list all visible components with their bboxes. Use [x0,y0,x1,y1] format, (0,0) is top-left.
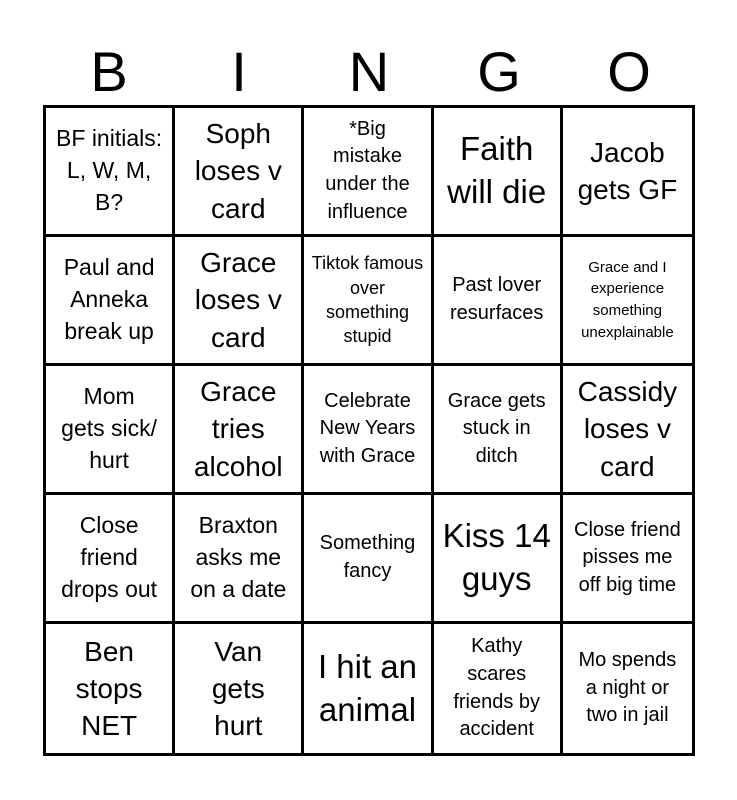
bingo-cell[interactable] [434,624,563,753]
bingo-board [43,105,695,756]
cell-text: Mo spends a night or two in jail [578,649,677,727]
cell-text: Close friend pisses me off big time [574,518,681,596]
cell-text: Van gets hurt [211,635,265,742]
bingo-cell[interactable] [304,237,433,366]
cell-text: Grace and I experience something unexplainable [581,258,674,341]
cell-text: Grace tries alcohol [193,376,283,482]
cell-text: *Big mistake under the influence [325,117,410,223]
bingo-cell[interactable] [434,108,563,237]
bingo-cell[interactable] [563,366,692,495]
bingo-cell[interactable] [563,237,692,366]
cell-text: Braxton asks me on a date [190,512,287,602]
cell-text: Kathy scares friends by accident [453,635,541,741]
cell-text: Jacob gets GF [577,136,678,205]
header-letter-n: N [348,40,390,103]
bingo-cell[interactable] [434,495,563,624]
bingo-cell[interactable] [304,624,433,753]
cell-text: Kiss 14 guys [442,517,551,597]
bingo-cell[interactable] [175,495,304,624]
bingo-cell[interactable] [563,108,692,237]
bingo-cell[interactable] [175,237,304,366]
cell-text: Grace loses v card [194,247,282,353]
cell-text: Cassidy loses v card [577,376,678,482]
cell-text: BF initials: L, W, M, B? [56,125,163,215]
cell-text: Soph loses v card [194,118,282,224]
cell-text: Faith will die [447,130,547,210]
cell-text: Grace gets stuck in ditch [447,389,546,467]
bingo-cell[interactable] [175,624,304,753]
cell-text: Past lover resurfaces [450,274,544,324]
cell-text: I hit an animal [317,647,418,728]
bingo-cell[interactable] [46,624,175,753]
bingo-cell[interactable] [46,237,175,366]
cell-text: Paul and Anneka break up [63,254,155,344]
bingo-cell[interactable] [46,108,175,237]
bingo-cell[interactable] [175,108,304,237]
bingo-header [44,38,694,106]
cell-text: Something fancy [319,532,416,582]
header-letter-g: G [477,40,521,103]
bingo-cell[interactable] [563,624,692,753]
bingo-cell[interactable] [563,495,692,624]
header-letter-o: O [607,40,651,103]
bingo-cell[interactable] [304,108,433,237]
cell-text: Mom gets sick/ hurt [61,383,158,473]
cell-text: Close friend drops out [61,512,158,602]
bingo-cell[interactable] [46,366,175,495]
cell-text: Tiktok famous over something stupid [311,253,424,347]
bingo-cell[interactable] [175,366,304,495]
cell-text: Celebrate New Years with Grace [319,389,416,467]
bingo-cell[interactable] [304,495,433,624]
bingo-cell[interactable] [304,366,433,495]
header-letter-i: I [231,40,247,103]
bingo-cell[interactable] [46,495,175,624]
cell-text: Ben stops NET [75,635,143,742]
bingo-cell[interactable] [434,366,563,495]
header-letter-b: B [90,40,128,103]
bingo-cell[interactable] [434,237,563,366]
